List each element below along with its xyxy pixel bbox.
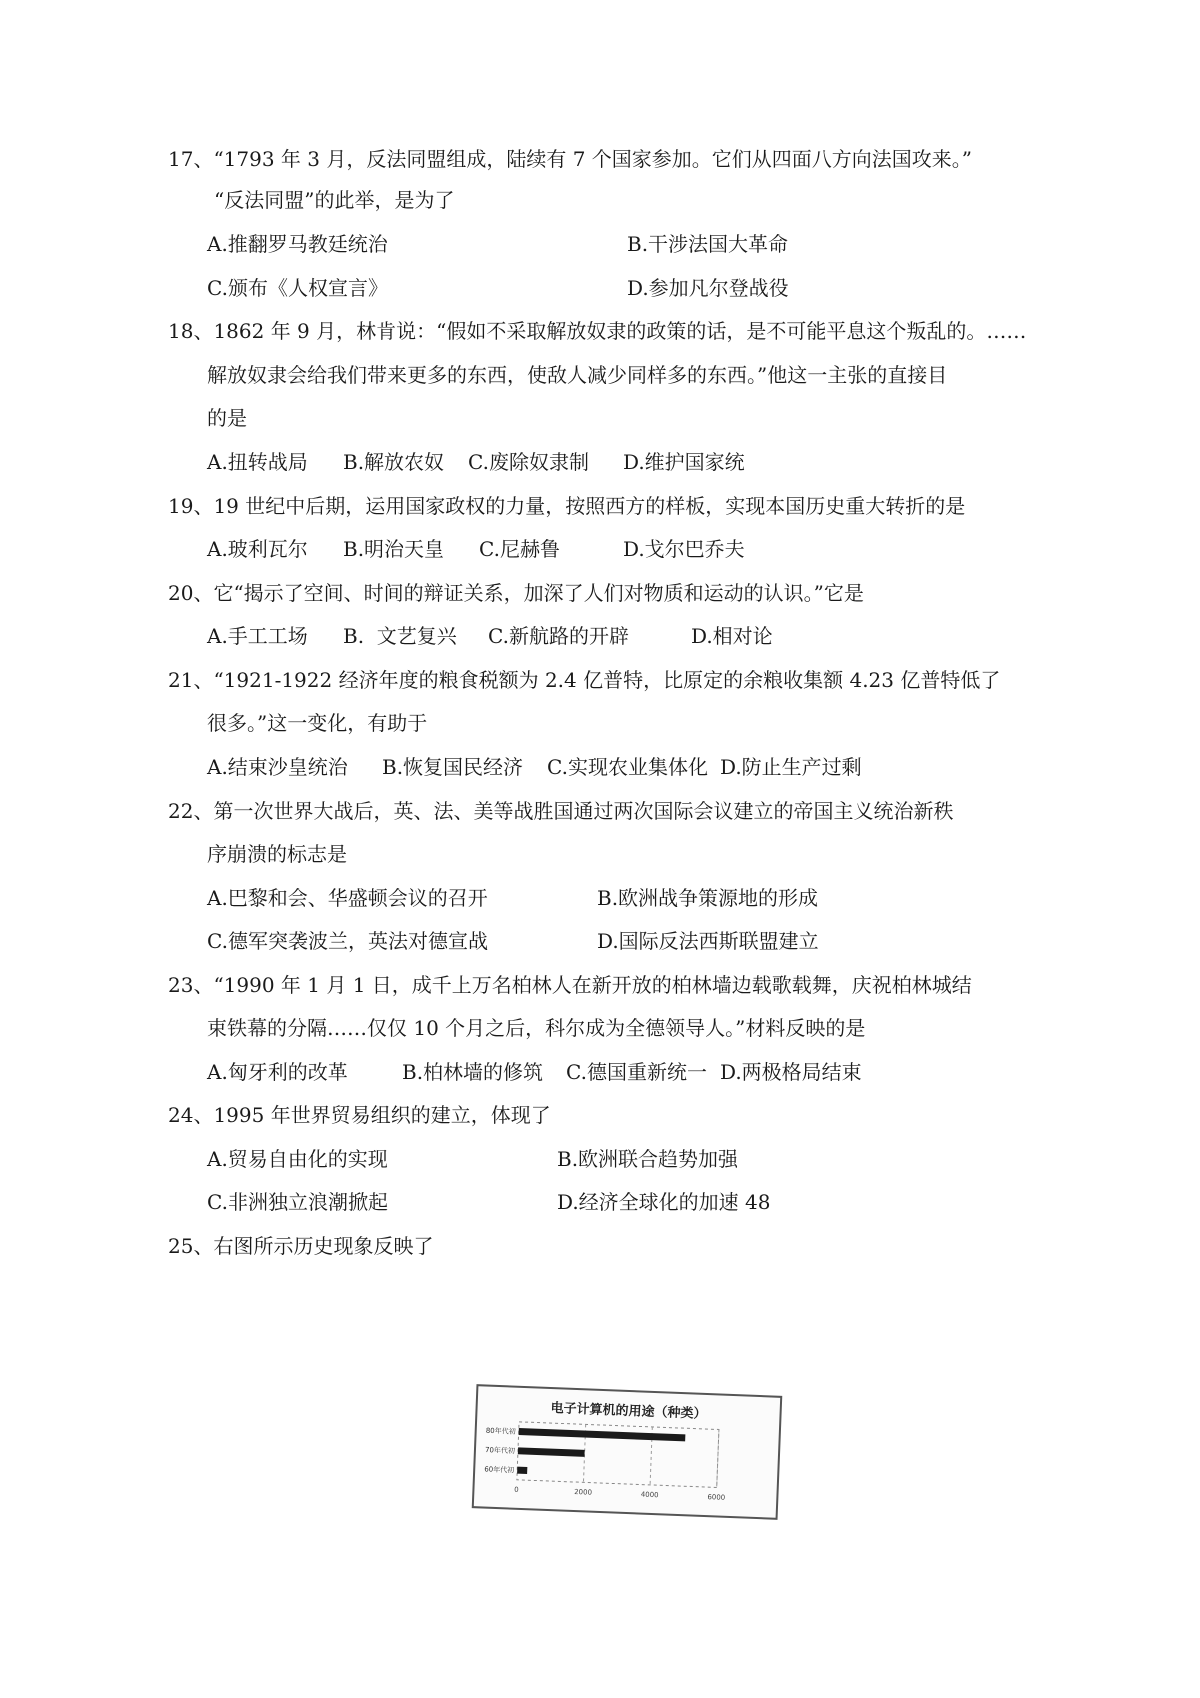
question-25-text-line-1: 25、右图所示历史现象反映了	[168, 1234, 434, 1258]
question-17-option-a: A.推翻罗马教廷统治	[207, 232, 388, 256]
x-tick-label: 4000	[640, 1490, 659, 1500]
question-22-option-b: B.欧洲战争策源地的形成	[597, 886, 819, 910]
question-19-option-b: B.明治天皇	[343, 537, 445, 561]
question-24-option-b: B.欧洲联合趋势加强	[557, 1147, 739, 1171]
question-18-option-d: D.维护国家统	[623, 450, 745, 474]
computer-usage-chart	[472, 1384, 783, 1520]
question-22-option-c: C.德军突袭波兰，英法对德宣战	[207, 929, 488, 953]
question-20-option-d: D.相对论	[691, 624, 773, 648]
question-24-option-c: C.非洲独立浪潮掀起	[207, 1190, 388, 1214]
category-label: 60年代初	[484, 1465, 515, 1475]
question-19-option-a: A.玻利瓦尔	[207, 537, 308, 561]
question-23-text-line-2: 束铁幕的分隔……仅仅 10 个月之后，科尔成为全德领导人。”材料反映的是	[207, 1016, 866, 1040]
question-20-option-a: A.手工工场	[207, 624, 308, 648]
question-22-option-d: D.国际反法西斯联盟建立	[597, 929, 819, 953]
question-23-text-line-1: 23、“1990 年 1 月 1 日，成千上万名柏林人在新开放的柏林墙边载歌载舞，庆祝柏林城结	[168, 973, 972, 997]
question-17-option-b: B.干涉法国大革命	[627, 232, 789, 256]
question-21-option-a: A.结束沙皇统治	[207, 755, 348, 779]
question-20-option-c: C.新航路的开辟	[488, 624, 629, 648]
question-19-option-c: C.尼赫鲁	[479, 537, 560, 561]
bar	[517, 1467, 527, 1474]
question-20-option-b: B. 文艺复兴	[343, 624, 457, 648]
category-label: 70年代初	[484, 1446, 516, 1456]
question-23-option-b: B.柏林墙的修筑	[402, 1060, 544, 1084]
question-19-text-line-1: 19、19 世纪中后期，运用国家政权的力量，按照西方的样板，实现本国历史重大转折的是	[168, 494, 966, 518]
question-18-text-line-2: 解放奴隶会给我们带来更多的东西，使敌人减少同样多的东西。”他这一主张的直接目	[207, 363, 948, 387]
question-22-text-line-2: 序崩溃的标志是	[207, 842, 347, 866]
question-23-option-d: D.两极格局结束	[720, 1060, 862, 1084]
question-22-text-line-1: 22、第一次世界大战后，英、法、美等战胜国通过两次国际会议建立的帝国主义统治新秩	[168, 799, 954, 823]
x-tick-label: 6000	[707, 1493, 726, 1502]
question-17-text-line-2: “反法同盟”的此举，是为了	[214, 188, 455, 212]
bar	[519, 1428, 686, 1441]
question-21-text-line-1: 21、“1921-1922 经济年度的粮食税额为 2.4 亿普特，比原定的余粮收集额 4.23 亿普特低了	[168, 668, 1001, 692]
chart-plot	[474, 1386, 780, 1518]
category-label: 80年代初	[485, 1426, 516, 1436]
question-21-text-line-2: 很多。”这一变化，有助于	[207, 711, 428, 735]
chart-title: 电子计算机的用途（种类）	[550, 1401, 707, 1423]
question-21-option-b: B.恢复国民经济	[382, 755, 524, 779]
x-tick-label: 2000	[574, 1488, 593, 1497]
question-17-text-line-1: 17、“1793 年 3 月，反法同盟组成，陆续有 7 个国家参加。它们从四面八方向法国攻来。”	[168, 147, 973, 171]
question-24-option-a: A.贸易自由化的实现	[207, 1147, 388, 1171]
question-18-option-b: B.解放农奴	[343, 450, 445, 474]
question-19-option-d: D.戈尔巴乔夫	[623, 537, 745, 561]
bar	[518, 1447, 585, 1457]
question-23-option-c: C.德国重新统一	[566, 1060, 707, 1084]
x-tick-label: 0	[514, 1485, 519, 1494]
question-20-text-line-1: 20、它“揭示了空间、时间的辩证关系，加深了人们对物质和运动的认识。”它是	[168, 581, 864, 605]
question-22-option-a: A.巴黎和会、华盛顿会议的召开	[207, 886, 488, 910]
question-23-option-a: A.匈牙利的改革	[207, 1060, 348, 1084]
question-24-option-d: D.经济全球化的加速 48	[557, 1190, 771, 1214]
question-18-option-a: A.扭转战局	[207, 450, 308, 474]
question-18-option-c: C.废除奴隶制	[468, 450, 589, 474]
question-18-text-line-1: 18、1862 年 9 月，林肯说：“假如不采取解放奴隶的政策的话，是不可能平息这个叛乱的。……	[168, 319, 1027, 343]
question-17-option-c: C.颁布《人权宣言》	[207, 276, 388, 300]
question-21-option-c: C.实现农业集体化	[547, 755, 708, 779]
question-21-option-d: D.防止生产过剩	[720, 755, 862, 779]
question-18-text-line-3: 的是	[207, 406, 247, 430]
question-17-option-d: D.参加凡尔登战役	[627, 276, 789, 300]
question-24-text-line-1: 24、1995 年世界贸易组织的建立，体现了	[168, 1103, 551, 1127]
